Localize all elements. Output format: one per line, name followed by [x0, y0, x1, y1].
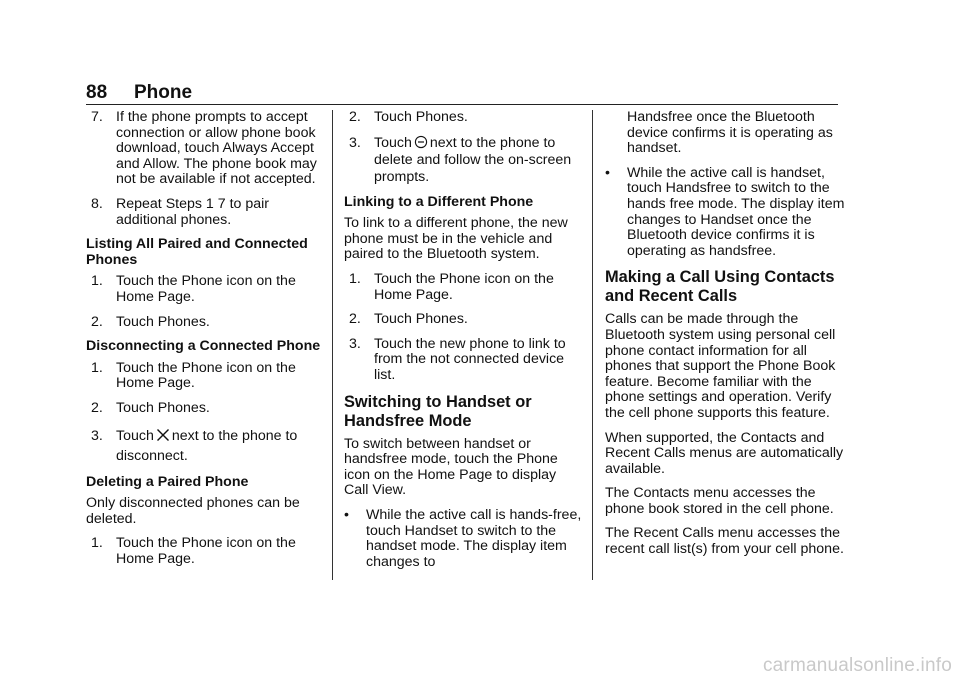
subheading-deleting: Deleting a Paired Phone: [86, 473, 249, 490]
step-item: 8. Repeat Steps 1 7 to pair additional phones.: [91, 195, 270, 228]
step-item: 2. Touch Phones.: [91, 313, 210, 330]
minus-circle-icon: [414, 135, 428, 149]
heading-switching: Switching to Handset or Handsfree Mode: [344, 392, 532, 430]
step-item: 2. Touch Phones.: [349, 311, 468, 328]
subheading-listing: Listing All Paired and Connected Phones: [86, 236, 308, 268]
page-header: [86, 80, 838, 105]
step-item: 2. Touch Phones.: [349, 109, 468, 125]
step-item: 3. Touch next to the phone to delete and follow the on-screen prompts.: [349, 134, 572, 185]
step-item: 2. Touch Phones.: [91, 399, 210, 416]
column-divider: [332, 110, 333, 580]
column-2: [344, 110, 584, 579]
paragraph: When supported, the Contacts and Recent Calls menus are automatically available.: [605, 429, 844, 477]
column-divider: [592, 110, 593, 580]
page-number: 88: [86, 82, 108, 103]
subheading-disconnecting: Disconnecting a Connected Phone: [86, 338, 321, 355]
bullet-item: • While the active call is hands-free, touch Handset to switch to the handset mode. The display item changes to: [344, 506, 582, 570]
heading-making-call: Making a Call Using Contacts and Recent Calls: [605, 268, 835, 306]
column-1: [86, 110, 326, 576]
step-item: 1. Touch the Phone icon on the Home Page.: [91, 359, 296, 392]
bullet-item: • While the active call is handset, touch Handsfree to switch to the hands free mode. The display item changes to Handset once the Bluetooth device confirms it is operating as handsfree.: [605, 164, 845, 259]
watermark: carmanualsonline.info: [762, 655, 952, 676]
column-3: [605, 110, 845, 567]
step-item: 1. Touch the Phone icon on the Home Page.: [91, 273, 296, 305]
step-item: 1. Touch the Phone icon on the Home Page.: [349, 270, 554, 303]
step-item: 3. Touch next to the phone to disconnect.: [91, 427, 298, 464]
section-title: Phone: [134, 82, 193, 103]
x-icon: [156, 428, 170, 442]
paragraph: Calls can be made through the Bluetooth system using personal cell phone contact information for all phones that support the Phone Book feature. Become familiar with the phone settings and operation. Verify the cell phone supports this feature.: [605, 311, 836, 421]
bullet-continuation: Handsfree once the Bluetooth device confirms it is operating as handset.: [627, 109, 833, 157]
paragraph: Only disconnected phones can be deleted.: [86, 495, 300, 527]
subheading-linking: Linking to a Different Phone: [344, 193, 534, 210]
step-item: 7. If the phone prompts to accept connection or allow phone book download, touch Always Accept and Allow. The phone book may not be available if not accepted.: [91, 109, 317, 188]
paragraph: To switch between handset or handsfree mode, touch the Phone icon on the Home Page to display Call View.: [344, 435, 558, 499]
step-item: 1. Touch the Phone icon on the Home Page.: [91, 535, 296, 567]
step-item: 3. Touch the new phone to link to from the not connected device list.: [349, 335, 566, 383]
paragraph: The Recent Calls menu accesses the recent call list(s) from your cell phone.: [605, 525, 844, 558]
paragraph: To link to a different phone, the new phone must be in the vehicle and paired to the Bluetooth system.: [344, 215, 568, 263]
paragraph: The Contacts menu accesses the phone book stored in the cell phone.: [605, 485, 834, 517]
